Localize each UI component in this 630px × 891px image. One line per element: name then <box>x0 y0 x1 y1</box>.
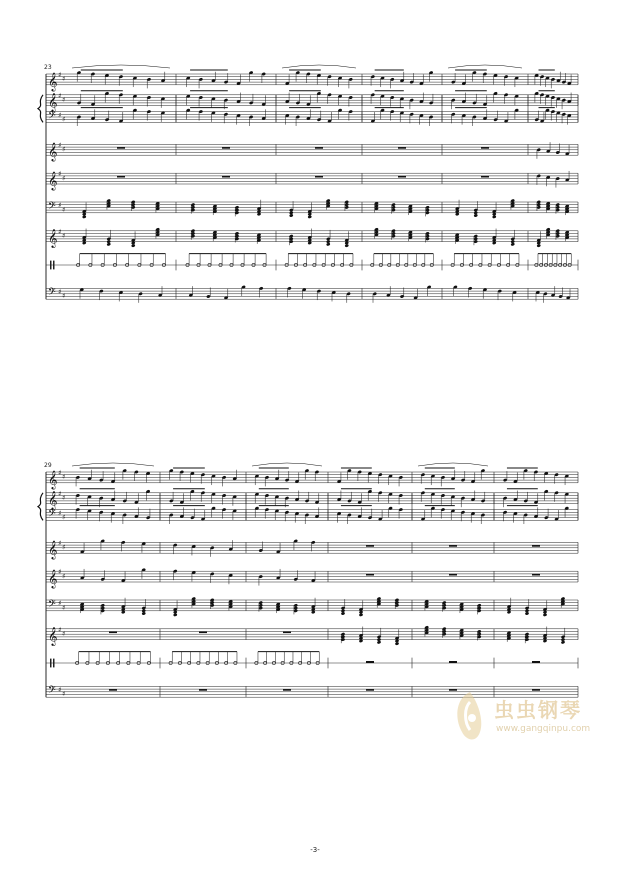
treble-clef-icon: 𝄞 <box>48 228 58 248</box>
treble-clef-icon: 𝄞 <box>48 490 58 510</box>
sharp-icon: ♯ <box>62 629 66 638</box>
slur <box>448 65 522 68</box>
note-head <box>289 214 294 218</box>
note-head <box>326 242 331 246</box>
slur <box>252 463 322 466</box>
slur <box>282 65 356 68</box>
treble-clef-icon: 𝄞 <box>48 540 58 560</box>
whole-rest <box>366 689 374 691</box>
sharp-icon: ♯ <box>62 174 66 183</box>
note-head <box>543 613 548 617</box>
treble-clef-icon: 𝄞 <box>48 171 58 190</box>
whole-rest <box>532 574 540 576</box>
sharp-icon: ♯ <box>58 91 62 100</box>
sharp-icon: ♯ <box>62 690 66 699</box>
percussion-clef-icon <box>53 261 55 270</box>
sharp-icon: ♯ <box>62 473 66 482</box>
sharp-icon: ♯ <box>58 489 62 498</box>
note-head <box>525 612 530 616</box>
treble-clef-icon: 𝄞 <box>48 626 58 646</box>
note-head <box>359 613 364 617</box>
sharp-icon: ♯ <box>62 603 66 612</box>
sharp-icon: ♯ <box>58 625 62 634</box>
note-head <box>492 215 497 219</box>
note-head <box>561 640 566 644</box>
percussion-clef-icon <box>50 261 52 270</box>
whole-rest <box>283 689 291 691</box>
sharp-icon: ♯ <box>58 509 62 518</box>
treble-clef-icon: 𝄞 <box>48 469 58 489</box>
sharp-icon: ♯ <box>62 75 66 84</box>
note-head <box>344 244 349 248</box>
sharp-icon: ♯ <box>58 170 62 179</box>
treble-clef-icon: 𝄞 <box>48 71 58 91</box>
note-head <box>341 612 346 616</box>
sharp-icon: ♯ <box>62 231 66 240</box>
bass-clef-icon: 𝄢 <box>48 199 56 214</box>
percussion-clef-icon <box>50 659 52 668</box>
whole-rest <box>532 661 540 663</box>
note-head <box>131 244 136 248</box>
measure-number-system-2: 29 <box>44 462 52 469</box>
measure-number-system-1: 23 <box>44 64 52 71</box>
whole-rest <box>398 147 406 149</box>
bass-clef-icon: 𝄢 <box>48 507 56 522</box>
sharp-icon: ♯ <box>58 71 62 79</box>
whole-rest <box>366 661 374 663</box>
sharp-icon: ♯ <box>58 288 62 297</box>
sharp-icon: ♯ <box>58 111 62 120</box>
whole-rest <box>481 147 489 149</box>
bass-clef-icon: 𝄢 <box>48 286 56 301</box>
percussion-clef-icon <box>53 659 55 668</box>
bass-clef-icon: 𝄢 <box>48 597 56 612</box>
note-head <box>473 214 478 218</box>
whole-rest <box>366 545 374 547</box>
watermark-url: www.gangqinpu.com <box>496 724 591 734</box>
whole-rest <box>481 176 489 178</box>
piano-brace <box>38 95 43 123</box>
sharp-icon: ♯ <box>62 95 66 104</box>
whole-rest <box>199 632 207 634</box>
whole-rest <box>222 176 230 178</box>
whole-rest <box>117 147 125 149</box>
sharp-icon: ♯ <box>58 141 62 150</box>
slur <box>418 463 488 466</box>
slur <box>72 463 154 466</box>
whole-rest <box>398 176 406 178</box>
treble-clef-icon: 𝄞 <box>48 142 58 162</box>
sharp-icon: ♯ <box>62 115 66 124</box>
whole-rest <box>109 689 117 691</box>
piano-brace <box>38 493 43 521</box>
sharp-icon: ♯ <box>62 145 66 154</box>
whole-rest <box>366 574 374 576</box>
sharp-icon: ♯ <box>58 686 62 695</box>
treble-clef-icon: 𝄞 <box>48 92 58 112</box>
sharp-icon: ♯ <box>58 227 62 236</box>
sharp-icon: ♯ <box>58 539 62 548</box>
whole-rest <box>315 176 323 178</box>
whole-rest <box>109 632 117 634</box>
whole-rest <box>532 545 540 547</box>
page-number: -3- <box>310 846 320 854</box>
sharp-icon: ♯ <box>58 201 62 210</box>
note-head <box>510 242 515 246</box>
note-head <box>307 215 312 219</box>
treble-clef-icon: 𝄞 <box>48 569 58 588</box>
slur <box>72 65 170 68</box>
whole-rest <box>449 545 457 547</box>
note-head <box>82 215 87 219</box>
whole-rest <box>449 661 457 663</box>
sharp-icon: ♯ <box>62 572 66 581</box>
bass-clef-icon: 𝄢 <box>48 684 56 699</box>
watermark-title: 虫虫钢琴 <box>494 698 582 722</box>
sharp-icon: ♯ <box>58 568 62 577</box>
note-head <box>141 612 146 616</box>
whole-rest <box>283 632 291 634</box>
whole-rest <box>222 147 230 149</box>
bass-clef-icon: 𝄢 <box>48 109 56 124</box>
whole-rest <box>117 176 125 178</box>
sharp-icon: ♯ <box>62 292 66 301</box>
whole-rest <box>199 689 207 691</box>
sharp-icon: ♯ <box>58 469 62 477</box>
sharp-icon: ♯ <box>58 599 62 608</box>
whole-rest <box>449 574 457 576</box>
note-head <box>377 640 382 644</box>
note-head <box>536 244 541 248</box>
note-head <box>395 642 400 646</box>
watermark-logo-icon <box>448 688 492 746</box>
note-head <box>106 242 111 246</box>
sharp-icon: ♯ <box>62 493 66 502</box>
whole-rest <box>315 147 323 149</box>
watermark <box>448 688 628 752</box>
sharp-icon: ♯ <box>62 513 66 522</box>
sharp-icon: ♯ <box>62 205 66 214</box>
note-head <box>173 613 178 617</box>
sharp-icon: ♯ <box>62 543 66 552</box>
